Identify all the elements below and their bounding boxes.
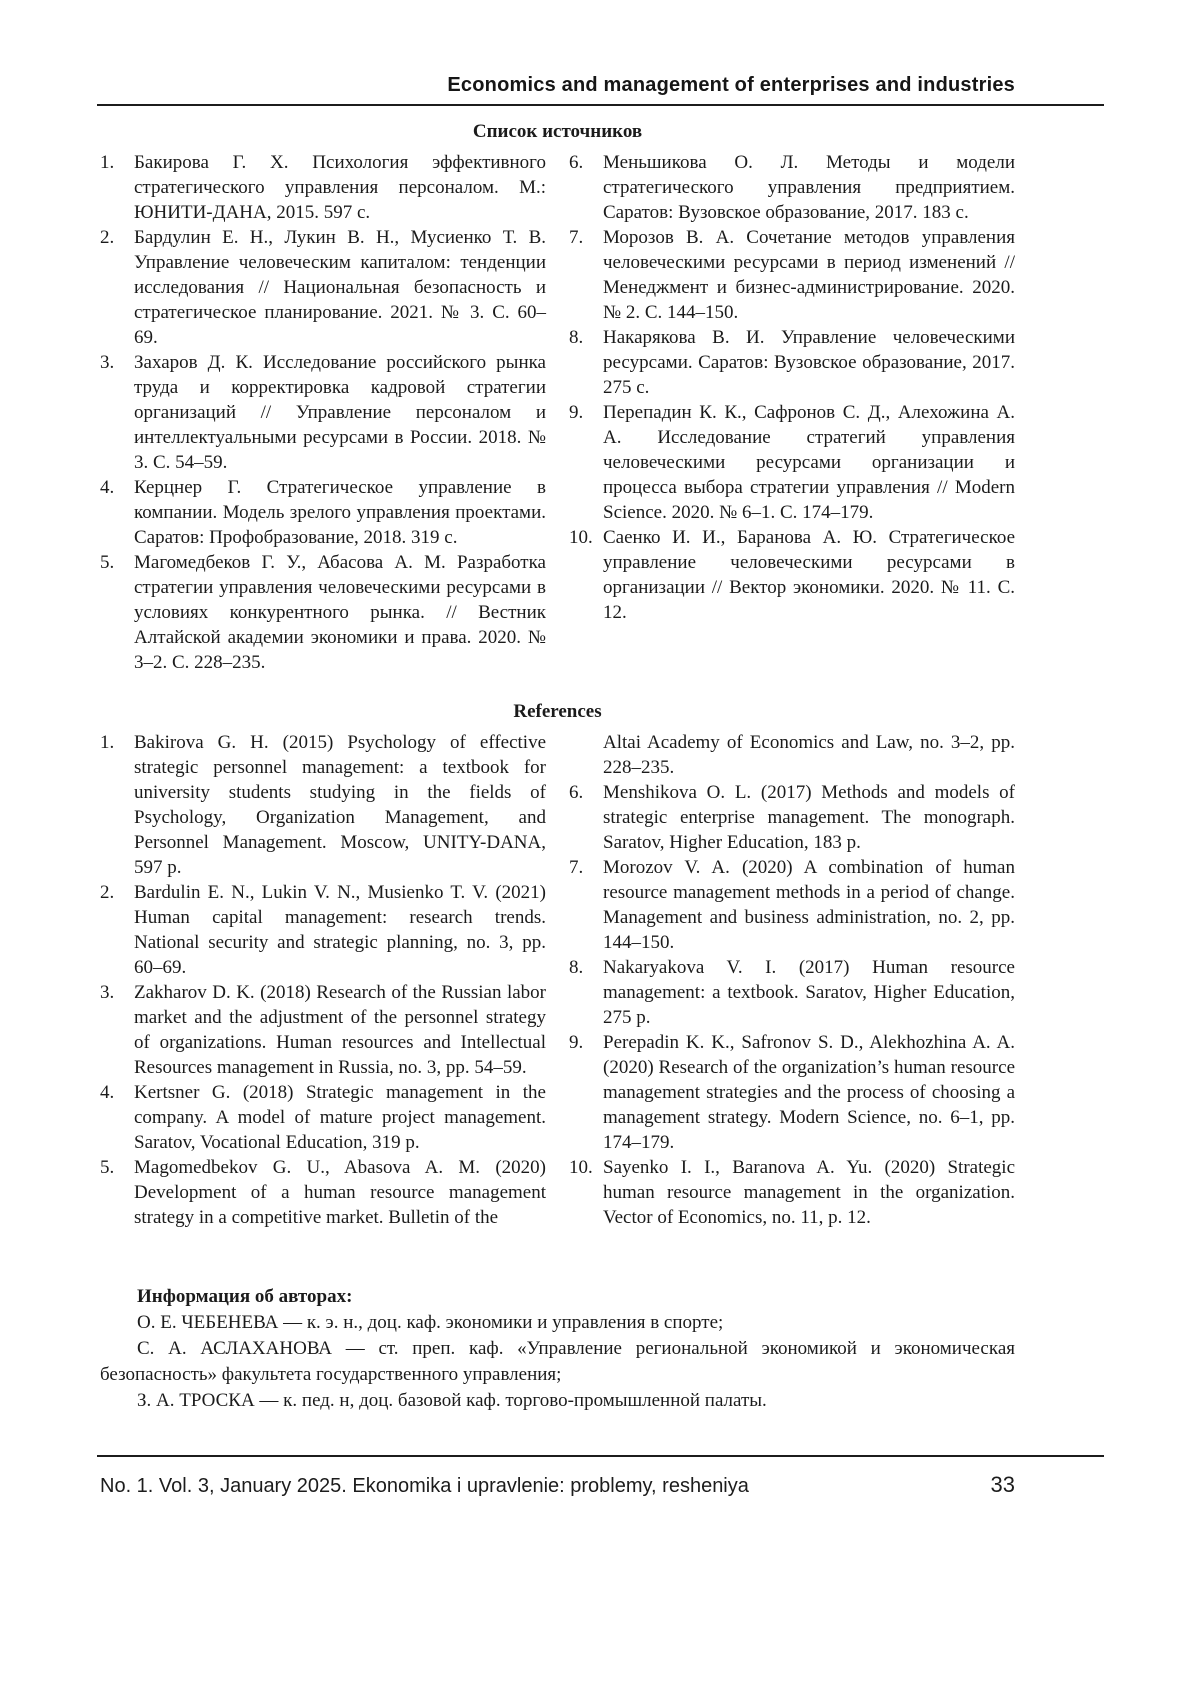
reference-text: Nakaryakova V. I. (2017) Human resource management: a textbook. Saratov, Higher Education, 275 p. [603, 957, 1015, 1028]
reference-item [569, 225, 1015, 325]
reference-number: 4. [100, 1082, 115, 1103]
reference-item [569, 955, 1015, 1030]
reference-text: Керцнер Г. Стратегическое управление в компании. Модель зрелого управления проектами. Саратов: Профобразование, 2018. 319 с. [134, 477, 546, 548]
reference-item [569, 1155, 1015, 1230]
sources-list [100, 150, 1015, 675]
reference-number: 4. [100, 477, 115, 498]
reference-number: 9. [569, 402, 584, 423]
footer [100, 1472, 1015, 1498]
reference-text: Меньшикова О. Л. Методы и модели стратегического управления предприятием. Саратов: Вузовское образование, 2017. 183 с. [603, 152, 1015, 223]
reference-item [100, 730, 546, 880]
reference-text: Бакирова Г. Х. Психология эффективного стратегического управления персоналом. М.: ЮНИТИ-ДАНА, 2015. 597 с. [134, 152, 546, 223]
footer-rule [97, 1455, 1104, 1457]
reference-number: 10. [569, 527, 593, 548]
reference-number: 8. [569, 327, 584, 348]
reference-item [100, 225, 546, 350]
authors-heading: Информация об авторах: [137, 1286, 353, 1307]
reference-item [100, 550, 546, 675]
reference-item [100, 150, 546, 225]
reference-text: Накарякова В. И. Управление человеческими ресурсами. Саратов: Вузовское образование, 2017. 275 с. [603, 327, 1015, 398]
authors-section [100, 1284, 1015, 1414]
reference-number: 1. [100, 152, 115, 173]
reference-text: Саенко И. И., Баранова А. Ю. Стратегическое управление человеческими ресурсами в организации // Вектор экономики. 2020. № 11. С. 12. [603, 527, 1015, 623]
reference-text: Magomedbekov G. U., Abasova A. M. (2020) Development of a human resource management strategy in a competitive market. Bulletin of the [134, 1157, 546, 1228]
reference-item [100, 880, 546, 980]
reference-item [100, 475, 546, 550]
author-line: З. А. ТРОСКА — к. пед. н, доц. базовой каф. торгово-промышленной палаты. [137, 1390, 767, 1411]
reference-text: Menshikova O. L. (2017) Methods and models of strategic enterprise management. The monograph. Saratov, Higher Education, 183 p. [603, 782, 1015, 853]
references-column-left [100, 730, 546, 1230]
header-rule [97, 104, 1104, 106]
reference-number: 5. [100, 552, 115, 573]
reference-item [100, 1080, 546, 1155]
reference-number: 1. [100, 732, 115, 753]
reference-number: 5. [100, 1157, 115, 1178]
sources-column-right [569, 150, 1015, 675]
reference-item [569, 525, 1015, 625]
reference-item [569, 1030, 1015, 1155]
reference-number: 6. [569, 782, 584, 803]
reference-text: Altai Academy of Economics and Law, no. 3–2, pp. 228–235. [603, 732, 1015, 778]
reference-text: Sayenko I. I., Baranova A. Yu. (2020) Strategic human resource management in the organization. Vector of Economics, no. 11, p. 12. [603, 1157, 1015, 1228]
reference-text: Kertsner G. (2018) Strategic management in the company. A model of mature project management. Saratov, Vocational Education, 319 p. [134, 1082, 546, 1153]
reference-number: 7. [569, 227, 584, 248]
reference-number: 10. [569, 1157, 593, 1178]
reference-number: 2. [100, 882, 115, 903]
reference-text: Perepadin K. K., Safronov S. D., Alekhozhina A. A. (2020) Research of the organization’s human resource management strategies and the process of choosing a management strategy. Modern Science, no. 6–1, pp. 174–179. [603, 1032, 1015, 1153]
author-line: О. Е. ЧЕБЕНЕВА — к. э. н., доц. каф. экономики и управления в спорте; [137, 1312, 724, 1333]
reference-item [569, 855, 1015, 955]
reference-number: 3. [100, 982, 115, 1003]
reference-item [100, 980, 546, 1080]
reference-number: 6. [569, 152, 584, 173]
reference-text: Morozov V. A. (2020) A combination of human resource management methods in a period of change. Management and business administration, no. 2, pp. 144–150. [603, 857, 1015, 953]
references-list [100, 730, 1015, 1230]
reference-item [569, 150, 1015, 225]
footer-issue-info: No. 1. Vol. 3, January 2025. Ekonomika i upravlenie: problemy, resheniya [100, 1475, 749, 1497]
reference-text: Бардулин Е. Н., Лукин В. Н., Мусиенко Т. В. Управление человеческим капиталом: тенденции исследования // Национальная безопасность и стратегическое планирование. 2021. № 3. С. 60–69. [134, 227, 546, 348]
reference-text: Bakirova G. H. (2015) Psychology of effective strategic personnel management: a textbook for university students studying in the fields of Psychology, Organization Management, and Personnel Management. Moscow, UNITY-DANA, 597 p. [134, 732, 546, 878]
reference-item [569, 400, 1015, 525]
reference-item [100, 1155, 546, 1230]
reference-number: 7. [569, 857, 584, 878]
reference-number: 2. [100, 227, 115, 248]
reference-item [100, 350, 546, 475]
sources-heading: Список источников [472, 121, 643, 142]
reference-text: Bardulin E. N., Lukin V. N., Musienko T. V. (2021) Human capital management: research trends. National security and strategic planning, no. 3, pp. 60–69. [134, 882, 546, 978]
references-heading: References [513, 701, 602, 722]
reference-item [569, 730, 1015, 780]
reference-number: 8. [569, 957, 584, 978]
reference-text: Магомедбеков Г. У., Абасова А. М. Разработка стратегии управления человеческими ресурсами в условиях конкурентного рынка. // Вестник Алтайской академии экономики и права. 2020. № 3–2. С. 228–235. [134, 552, 546, 673]
references-column-right [569, 730, 1015, 1230]
reference-text: Морозов В. А. Сочетание методов управления человеческими ресурсами в период изменений // Менеджмент и бизнес-администрирование. 2020. № 2. С. 144–150. [603, 227, 1015, 323]
author-line: С. А. АСЛАХАНОВА — ст. преп. каф. «Управление региональной экономикой и экономическая безопасность» факультета государственного управления; [100, 1338, 1015, 1385]
reference-number: 9. [569, 1032, 584, 1053]
reference-number: 3. [100, 352, 115, 373]
sources-column-left [100, 150, 546, 675]
reference-text: Zakharov D. K. (2018) Research of the Russian labor market and the adjustment of the personnel strategy of organizations. Human resources and Intellectual Resources management in Russia, no. 3, pp. 54–59. [134, 982, 546, 1078]
reference-item [569, 325, 1015, 400]
reference-text: Захаров Д. К. Исследование российского рынка труда и корректировка кадровой стратегии организаций // Управление персоналом и интеллектуальными ресурсами в России. 2018. № 3. С. 54–59. [134, 352, 546, 473]
page-number: 33 [990, 1472, 1015, 1497]
running-head: Economics and management of enterprises and industries [447, 74, 1015, 96]
reference-item [569, 780, 1015, 855]
reference-text: Перепадин К. К., Сафронов С. Д., Алехожина А. А. Исследование стратегий управления человеческими ресурсами организации и процесса выбора стратегии управления // Modern Science. 2020. № 6–1. С. 174–179. [603, 402, 1015, 523]
authors-lines [100, 1310, 1015, 1414]
